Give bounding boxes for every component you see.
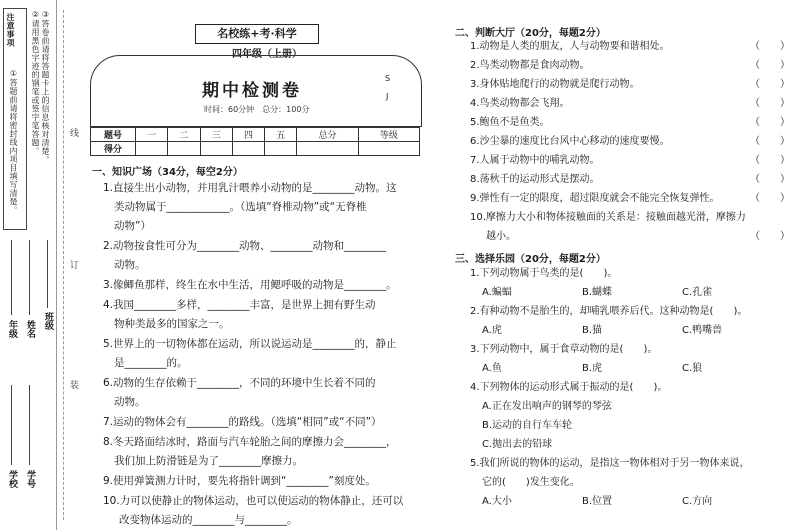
section-3-body <box>470 267 790 514</box>
option-c[interactable]: C.狼 <box>682 363 703 374</box>
page-title: 期中检测卷 <box>202 81 302 101</box>
question-line: 6.动物的生存依赖于________，不同的环境中生长着不同的 <box>103 377 376 389</box>
option-b[interactable]: B.位置 <box>582 496 613 507</box>
score-cell[interactable] <box>265 142 297 156</box>
judge-item: 6.沙尘暴的速度比台风中心移动的速度要慢。 （ ） <box>470 136 790 147</box>
answer-paren[interactable]: （ ） <box>750 41 790 52</box>
score-header-cell: 总分 <box>297 128 358 142</box>
question-line: 5.世界上的一切物体都在运动，所以说运动是________的，静止 <box>103 338 397 350</box>
option-b[interactable]: B.蝴蝶 <box>582 287 613 298</box>
question-line: 改变物体运动的________与________。 <box>119 514 298 526</box>
answer-paren[interactable]: （ ） <box>750 60 790 71</box>
field-school: 学校 <box>7 470 17 488</box>
score-cell[interactable] <box>232 142 264 156</box>
option-a[interactable]: A.鱼 <box>482 363 502 374</box>
answer-paren[interactable]: （ ） <box>750 155 790 166</box>
option-c[interactable]: C.抛出去的铅球 <box>482 439 553 450</box>
judge-item: 5.鲍鱼不是鱼类。 （ ） <box>470 117 790 128</box>
seal-mark-xian: 线 <box>68 128 78 137</box>
option-c[interactable]: C.孔雀 <box>682 287 713 298</box>
field-grade-line[interactable] <box>11 240 12 315</box>
judge-item: 10.摩擦力大小和物体接触面的关系是：接触面越光滑，摩擦力 <box>470 212 746 223</box>
field-grade: 年级 <box>7 320 17 338</box>
question-line: 9.使用弹簧测力计时，要先将指针调到“________”刻度处。 <box>103 475 376 487</box>
judge-item: 越小。 （ ） <box>486 231 790 242</box>
section-1-heading: 一、知识广场（34分，每空2分） <box>92 167 243 178</box>
question-line: 动物”） <box>114 220 151 232</box>
note-3: ③答卷前请将答题卡上的信息核对清楚。 <box>41 10 50 164</box>
field-school-line[interactable] <box>11 385 12 465</box>
option-b[interactable]: B.猫 <box>582 325 603 336</box>
choice-options <box>470 362 790 381</box>
section-1-body <box>103 181 403 532</box>
note-1: ①答题前请将密封线内项目填写清楚。 <box>9 69 18 215</box>
field-name: 姓名 <box>25 320 35 338</box>
score-header-cell: 五 <box>265 128 297 142</box>
choice-question-cont: 它的( )发生变化。 <box>482 477 580 488</box>
score-header-cell: 四 <box>232 128 264 142</box>
judge-item: 4.鸟类动物都会飞翔。 （ ） <box>470 98 790 109</box>
option-a[interactable]: A.虎 <box>482 325 502 336</box>
sj-mark-j: J <box>386 92 389 101</box>
option-a[interactable]: A.正在发出响声的钢琴的琴弦 <box>482 401 612 412</box>
judge-item: 8.荡秋千的运动形式是摆动。 （ ） <box>470 174 790 185</box>
option-a[interactable]: A.大小 <box>482 496 512 507</box>
choice-question: 1.下列动物属于鸟类的是( )。 <box>470 268 618 279</box>
option-c[interactable]: C.鸭嘴兽 <box>682 325 723 336</box>
judge-item: 7.人属于动物中的哺乳动物。 （ ） <box>470 155 790 166</box>
choice-options <box>470 286 790 305</box>
seal-mark-ding: 订 <box>68 260 78 269</box>
question-line: 7.运动的物体会有________的路线。（选填“相同”或“不同”） <box>103 416 382 428</box>
score-header-cell: 等级 <box>358 128 419 142</box>
answer-paren[interactable]: （ ） <box>750 117 790 128</box>
question-line: 动物。 <box>114 396 146 408</box>
answer-paren[interactable]: （ ） <box>750 174 790 185</box>
answer-paren[interactable]: （ ） <box>750 193 790 204</box>
score-cell[interactable] <box>136 142 168 156</box>
sj-mark-s: S <box>385 74 391 83</box>
question-line: 4.我国________多样，________丰富，是世界上拥有野生动 <box>103 299 376 311</box>
answer-paren[interactable]: （ ） <box>750 231 790 242</box>
score-cell[interactable] <box>358 142 419 156</box>
question-line: 10.力可以使静止的物体运动，也可以使运动的物体静止，还可以 <box>103 495 404 507</box>
seal-mark-zhuang: 装 <box>68 380 78 389</box>
question-line: 1.直接生出小动物，并用乳汁喂养小动物的是________动物。这 <box>103 182 397 194</box>
score-cell[interactable] <box>200 142 232 156</box>
answer-paren[interactable]: （ ） <box>750 98 790 109</box>
field-class-line[interactable] <box>47 240 48 308</box>
question-line: 动物。 <box>114 259 146 271</box>
seal-line <box>63 10 64 520</box>
field-student-no-line[interactable] <box>29 385 30 465</box>
question-line: 类动物属于____________。（选填“脊椎动物”或“无脊椎 <box>114 201 367 213</box>
score-header-cell: 二 <box>168 128 200 142</box>
score-cell[interactable] <box>297 142 358 156</box>
note-2: ②请用黑色字迹的钢笔或签字笔答题。 <box>31 10 40 156</box>
option-c[interactable]: C.方向 <box>682 496 713 507</box>
section-2-body <box>470 40 790 249</box>
answer-paren[interactable]: （ ） <box>750 79 790 90</box>
grade-label: 四年级（上册） <box>232 49 302 60</box>
section-3-heading: 三、选择乐园（20分，每题2分） <box>455 254 606 265</box>
choice-question: 2.有种动物不是胎生的，却哺乳喂养后代。这种动物是( )。 <box>470 306 748 317</box>
score-table <box>90 127 420 156</box>
score-row-label: 得分 <box>91 142 136 156</box>
score-header-cell: 题号 <box>91 128 136 142</box>
option-b[interactable]: B.运动的自行车车轮 <box>482 420 573 431</box>
score-header-cell: 一 <box>136 128 168 142</box>
option-a[interactable]: A.蝙蝠 <box>482 287 512 298</box>
choice-question: 5.我们所说的物体的运动，是指这一物体相对于另一物体来说， <box>470 458 750 469</box>
choice-options <box>470 324 790 343</box>
option-b[interactable]: B.虎 <box>582 363 603 374</box>
brand-label: 名校练+考·科学 <box>195 24 319 44</box>
score-header-cell: 三 <box>200 128 232 142</box>
question-line: 3.像鲫鱼那样，终生在水中生活，用鳃呼吸的动物是________。 <box>103 279 397 291</box>
field-student-no: 学号 <box>25 470 35 488</box>
choice-question: 3.下列动物中，属于食草动物的是( )。 <box>470 344 658 355</box>
score-cell[interactable] <box>168 142 200 156</box>
notes-title: 注意事项 <box>6 13 15 47</box>
field-name-line[interactable] <box>29 240 30 315</box>
choice-question: 4.下列物体的运动形式属于振动的是( )。 <box>470 382 668 393</box>
judge-item: 2.鸟类动物都是食肉动物。 （ ） <box>470 60 790 71</box>
question-line: 8.冬天路面结冰时，路面与汽车轮胎之间的摩擦力会________， <box>103 436 397 448</box>
judge-item: 1.动物是人类的朋友，人与动物要和谐相处。 （ ） <box>470 41 790 52</box>
notes-box <box>3 8 27 230</box>
choice-options <box>470 495 790 514</box>
field-class: 班级 <box>43 312 53 330</box>
judge-item: 3.身体贴地爬行的动物就是爬行动物。 （ ） <box>470 79 790 90</box>
section-2-heading: 二、判断大厅（20分，每题2分） <box>455 28 606 39</box>
judge-item: 9.弹性有一定的限度，超过限度就会不能完全恢复弹性。 （ ） <box>470 193 790 204</box>
exam-subtitle: 时间：60分钟 总分：100分 <box>204 105 310 114</box>
question-line: 是________的。 <box>114 357 188 369</box>
answer-paren[interactable]: （ ） <box>750 136 790 147</box>
question-line: 2.动物按食性可分为________动物、________动物和________ <box>103 240 387 252</box>
question-line: 我们加上防滑链是为了________摩擦力。 <box>114 455 303 467</box>
question-line: 物种类最多的国家之一。 <box>114 318 230 330</box>
